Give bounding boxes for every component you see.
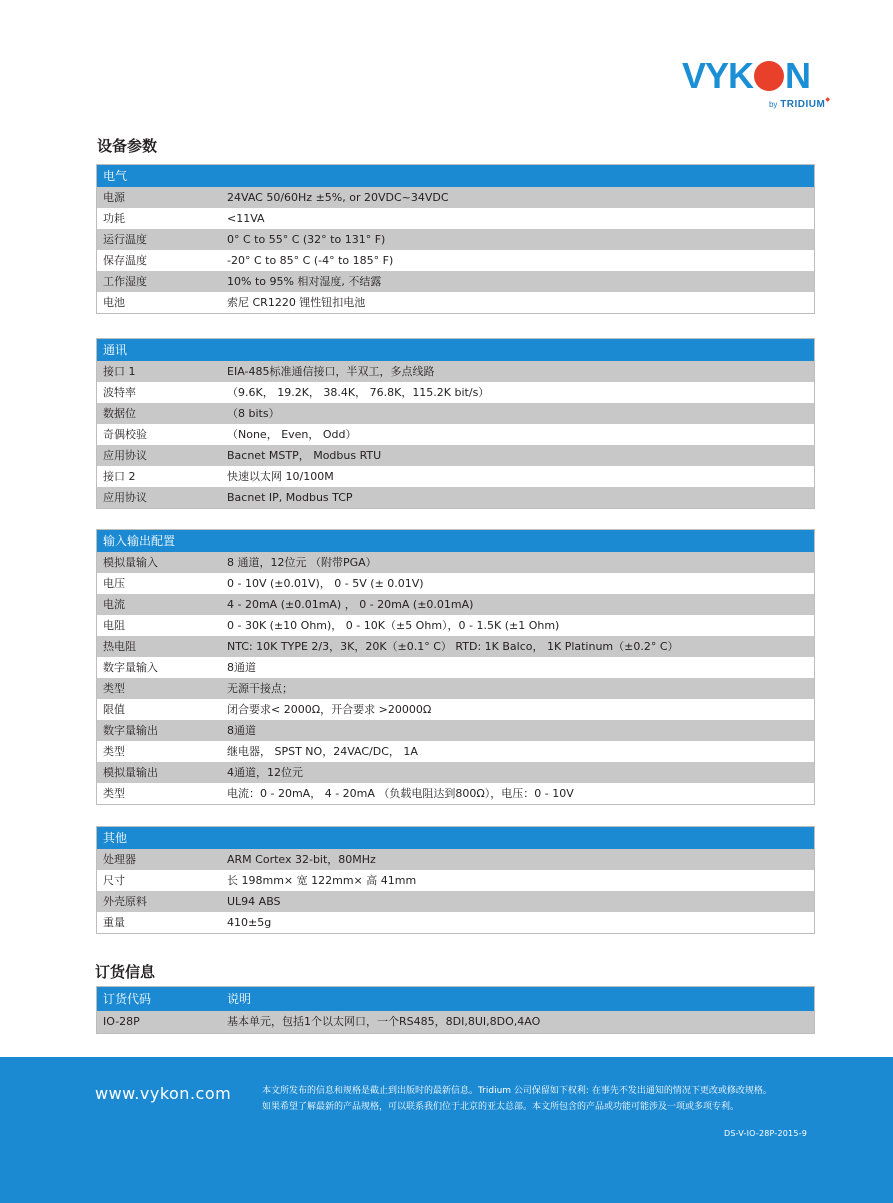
other-table bbox=[96, 826, 815, 934]
table-row: 工作湿度 10% to 95% 相对湿度, 不结露 bbox=[97, 271, 814, 292]
table-row: 波特率 （9.6K， 19.2K， 38.4K， 76.8K，115.2K bit/s） bbox=[103, 386, 490, 399]
order-table-header bbox=[97, 987, 814, 1011]
table-row: 类型 无源干接点； bbox=[97, 678, 814, 699]
table-row: 电流 4 - 20mA (±0.01mA) ， 0 - 20mA (±0.01mA) bbox=[97, 594, 814, 615]
table-row: 接口 2 快速以太网 10/100M bbox=[103, 470, 334, 483]
footer bbox=[0, 1057, 893, 1203]
logo-byline: by TRIDIUM◆ bbox=[768, 97, 830, 110]
table-row: 尺寸 长 198mm× 宽 122mm× 高 41mm bbox=[103, 874, 417, 887]
section-header: 输入输出配置 bbox=[97, 530, 814, 552]
section-header: 其他 bbox=[97, 827, 814, 849]
table-row: 电源 24VAC 50/60Hz ±5%, or 20VDC~34VDC bbox=[97, 187, 814, 208]
disclaimer: 本文所发布的信息和规格是截止到出版时的最新信息。Tridium 公司保留如下权利: 在事先不发出通知的情况下更改或修改规格。 如果希望了解最新的产品规格，可以联系我们位于北京的亚太总部。本文所包含的产品或功能可能涉及一项或多项专利。 bbox=[262, 1086, 772, 1112]
section-header: 通讯 bbox=[97, 339, 814, 361]
order-code-header: 订货代码 bbox=[103, 992, 152, 1006]
communication-table bbox=[96, 338, 815, 509]
table-row: 类型 继电器， SPST NO，24VAC/DC， 1A bbox=[103, 745, 418, 758]
table-row: 处理器 ARM Cortex 32-bit，80MHz bbox=[97, 849, 814, 870]
table-row: 数字量输入 8通道 bbox=[103, 661, 256, 674]
table-row: 限值 闭合要求< 2000Ω，开合要求 >20000Ω bbox=[103, 703, 432, 716]
table-row: 外壳原料 UL94 ABS bbox=[97, 891, 814, 912]
table-row: 电阻 0 - 30K (±10 Ohm)， 0 - 10K（±5 Ohm），0 - 1.5K (±1 Ohm) bbox=[103, 619, 560, 632]
table-row: 热电阻 NTC: 10K TYPE 2/3，3K，20K（±0.1° C） RTD: 1K Balco， 1K Platinum（±0.2° C） bbox=[97, 636, 814, 657]
table-row: 数据位 （8 bits） bbox=[97, 403, 814, 424]
table-row: 奇偶校验 （None， Even， Odd） bbox=[103, 428, 357, 441]
website-link[interactable]: www.vykon.com bbox=[95, 1084, 232, 1103]
table-row: 保存温度 -20° C to 85° C (-4° to 185° F) bbox=[103, 254, 394, 267]
order-heading: 订货信息 bbox=[95, 963, 156, 981]
electrical-table bbox=[96, 164, 815, 314]
table-row: 功耗 <11VA bbox=[103, 212, 265, 225]
order-desc-header: 说明 bbox=[227, 992, 252, 1006]
spec-heading: 设备参数 bbox=[97, 137, 158, 155]
table-row: 电池 索尼 CR1220 锂性钮扣电池 bbox=[103, 296, 366, 309]
table-row: 数字量输出 8通道 bbox=[97, 720, 814, 741]
io-config-table bbox=[96, 529, 815, 805]
table-row: 接口 1 EIA-485标准通信接口，半双工，多点线路 bbox=[97, 361, 814, 382]
table-row: 模拟量输入 8 通道，12位元 （附带PGA） bbox=[97, 552, 814, 573]
table-row: 运行温度 0° C to 55° C (32° to 131° F) bbox=[97, 229, 814, 250]
table-row: 应用协议 Bacnet MSTP， Modbus RTU bbox=[97, 445, 814, 466]
table-row: 类型 电流：0 - 20mA， 4 - 20mA （负载电阻达到800Ω），电压：0 - 10V bbox=[103, 787, 574, 800]
table-row: 重量 410±5g bbox=[103, 916, 272, 929]
logo-wordmark: VYK N bbox=[682, 55, 811, 96]
table-row: 模拟量输出 4通道，12位元 bbox=[97, 762, 814, 783]
table-row: 电压 0 - 10V (±0.01V)， 0 - 5V (± 0.01V) bbox=[103, 577, 424, 590]
order-table bbox=[96, 986, 815, 1034]
table-row: IO-28P 基本单元，包括1个以太网口，一个RS485，8DI,8UI,8DO,4AO bbox=[97, 1011, 814, 1033]
vykon-logo bbox=[682, 55, 832, 110]
table-row: 应用协议 Bacnet IP, Modbus TCP bbox=[97, 487, 814, 508]
section-header: 电气 bbox=[97, 165, 814, 187]
document-code: DS-V-IO-28P-2015-9 bbox=[724, 1129, 807, 1138]
